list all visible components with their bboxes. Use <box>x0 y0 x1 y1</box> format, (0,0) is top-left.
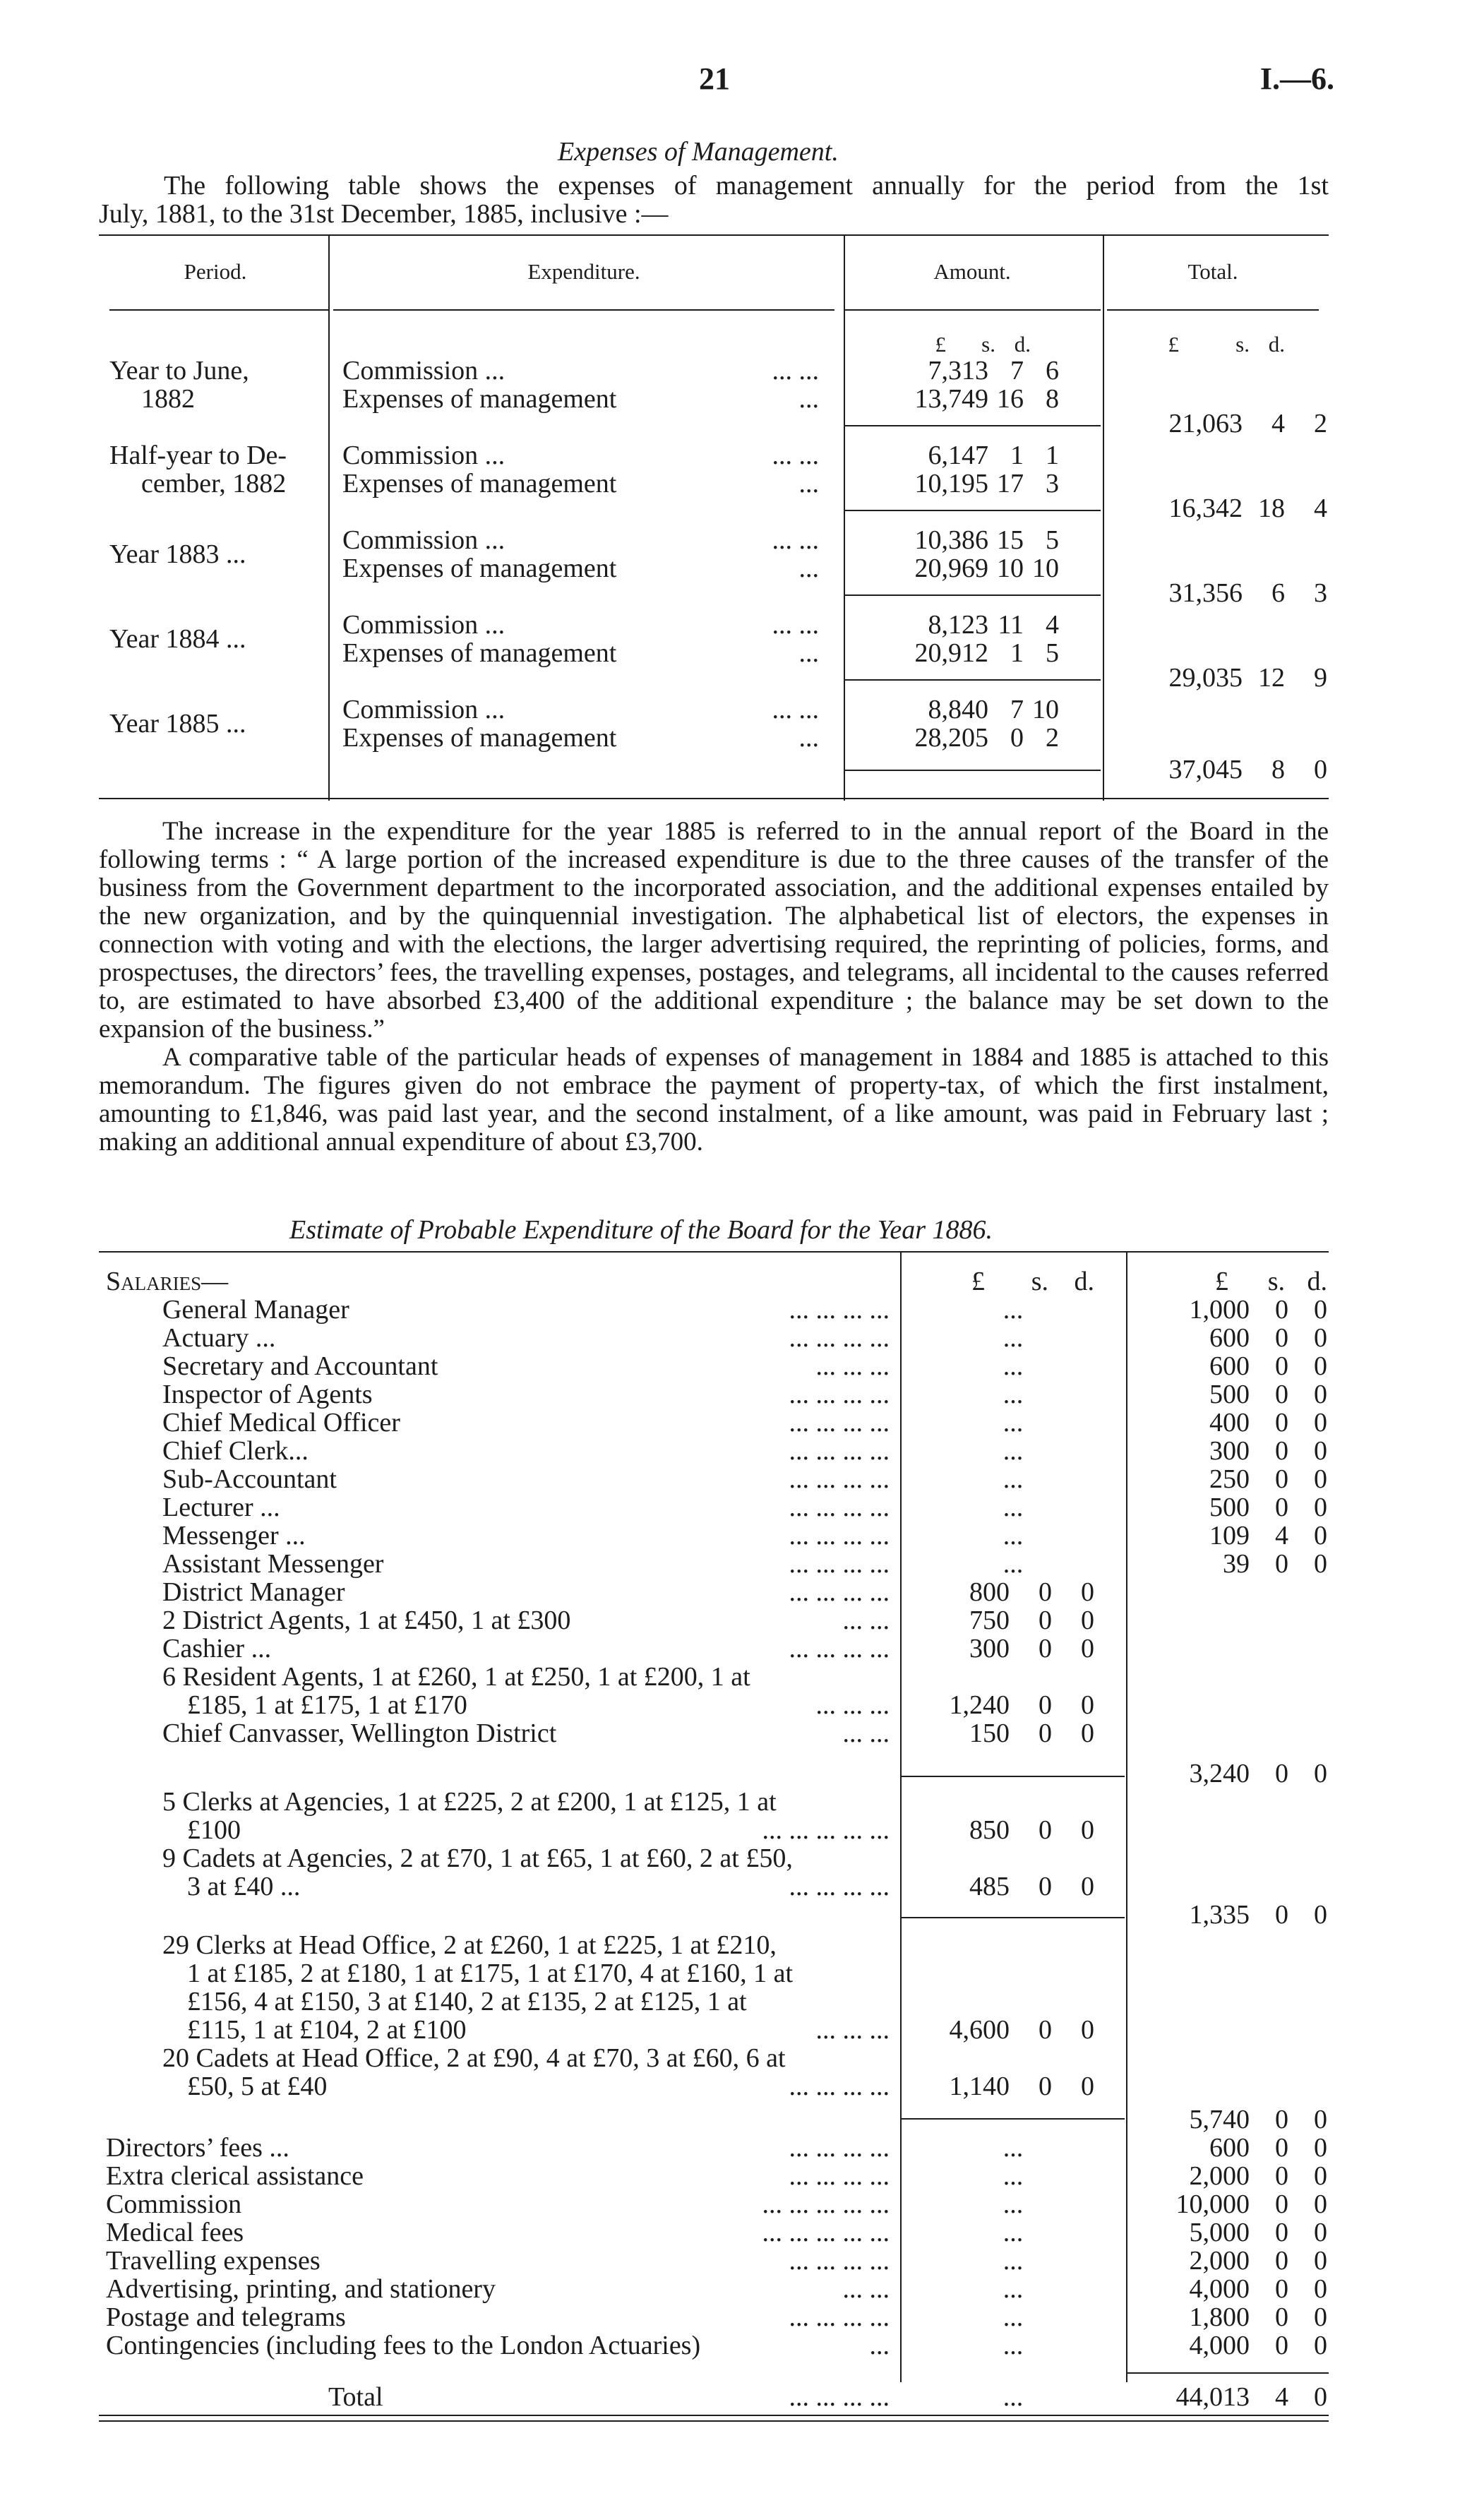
salary-label: Lecturer ... <box>162 1493 280 1522</box>
salary-label: Messenger ... <box>162 1521 306 1550</box>
leader-dots: ... ... ... <box>815 1351 890 1381</box>
right-shillings: 0 <box>1275 1323 1288 1353</box>
agencies-total-shillings: 0 <box>1275 1900 1288 1930</box>
right-shillings: 0 <box>1275 1295 1288 1325</box>
amount-pence: 5 <box>1046 525 1059 555</box>
amount-pence: 1 <box>1046 441 1059 470</box>
right-pence: 0 <box>1314 1436 1327 1466</box>
header-amount: Amount. <box>933 259 1011 284</box>
right-pounds: 5,000 <box>1189 2218 1250 2247</box>
mid-placeholder: ... <box>1003 1436 1024 1466</box>
leader-dots: ... ... ... ... <box>789 1577 890 1607</box>
amount-pounds: 10,386 <box>914 525 988 555</box>
leader-dots: ... ... <box>772 695 819 724</box>
amount-shillings: 17 <box>997 469 1024 498</box>
leader-dots: ... ... ... ... <box>789 1380 890 1409</box>
mid-pence: 0 <box>1081 1719 1094 1748</box>
expense-label: Medical fees <box>106 2218 244 2247</box>
right-shillings: 0 <box>1275 1436 1288 1466</box>
salary-label: Chief Clerk... <box>162 1436 309 1466</box>
expense-label: Advertising, printing, and stationery <box>106 2274 496 2304</box>
amount-pence: 4 <box>1046 610 1059 640</box>
right-unit-pence: d. <box>1307 1267 1327 1296</box>
right-pounds: 250 <box>1209 1464 1250 1494</box>
right-shillings: 0 <box>1275 1464 1288 1494</box>
mid-unit-pence: d. <box>1074 1267 1094 1296</box>
mid-pounds: 1,140 <box>949 2072 1010 2101</box>
leader-dots: ... ... ... ... <box>789 1521 890 1550</box>
total-pounds: 21,063 <box>1168 409 1243 438</box>
expenditure-label: Commission ... <box>342 695 505 724</box>
mid-placeholder: ... <box>1003 2133 1024 2163</box>
total-pence: 2 <box>1314 409 1327 438</box>
header-period: Period. <box>184 259 247 284</box>
leader-dots: ... <box>798 469 819 498</box>
head-office-label: 20 Cadets at Head Office, 2 at £90, 4 at £70, 3 at £60, 6 at <box>162 2043 786 2073</box>
district-label: Cashier ... <box>162 1634 272 1663</box>
leader-dots: ... ... <box>772 441 819 470</box>
expenditure-label: Commission ... <box>342 441 505 470</box>
mid-placeholder: ... <box>1003 1493 1024 1522</box>
right-pence: 0 <box>1314 1351 1327 1381</box>
mid-placeholder: ... <box>1003 1464 1024 1494</box>
header-expenditure: Expenditure. <box>527 259 640 284</box>
right-pounds: 109 <box>1209 1521 1250 1550</box>
leader-dots: ... <box>798 554 819 583</box>
expenditure-label: Commission ... <box>342 356 505 386</box>
leader-dots: ... ... ... ... <box>789 1493 890 1522</box>
section-label: Salaries— <box>106 1267 229 1296</box>
document-code: I.—6. <box>1259 61 1334 96</box>
body-text <box>99 818 1329 1157</box>
period-label: Year 1884 ... <box>109 624 246 654</box>
intro-line-1: The following table shows the expenses of management annually for the period from the 1st <box>164 171 1329 201</box>
mid-placeholder: ... <box>1003 1351 1024 1381</box>
leader-dots: ... ... ... ... ... <box>762 2218 890 2247</box>
mid-pence: 0 <box>1081 1606 1094 1635</box>
leader-dots: ... ... <box>772 525 819 555</box>
total-pounds: 16,342 <box>1168 494 1243 523</box>
mid-pence: 0 <box>1081 1815 1094 1845</box>
amount-shillings: 10 <box>997 554 1024 583</box>
mid-unit-shillings: s. <box>1031 1267 1048 1296</box>
expenditure-label: Commission ... <box>342 610 505 640</box>
right-unit-shillings: s. <box>1267 1267 1285 1296</box>
salary-label: Chief Medical Officer <box>162 1408 400 1438</box>
mid-placeholder: ... <box>1003 1323 1024 1353</box>
leader-dots: ... ... ... ... <box>789 2161 890 2191</box>
right-pounds: 500 <box>1209 1493 1250 1522</box>
total-pounds: 37,045 <box>1168 755 1243 784</box>
total-pounds: 31,356 <box>1168 578 1243 608</box>
leader-dots: ... ... ... ... <box>789 1436 890 1466</box>
mid-pence: 0 <box>1081 1577 1094 1607</box>
mid-pounds: 800 <box>969 1577 1010 1607</box>
right-shillings: 0 <box>1275 2133 1288 2163</box>
total-unit-shillings: s. <box>1235 332 1250 357</box>
salary-label: Secretary and Accountant <box>162 1351 438 1381</box>
mid-shillings: 0 <box>1039 1815 1052 1845</box>
right-shillings: 0 <box>1275 2161 1288 2191</box>
agencies-total-pounds: 1,335 <box>1189 1900 1250 1930</box>
total-unit-pounds: £ <box>1168 332 1179 357</box>
amount-pounds: 7,313 <box>928 356 988 386</box>
right-pounds: 300 <box>1209 1436 1250 1466</box>
mid-placeholder: ... <box>1003 2246 1024 2276</box>
mid-shillings: 0 <box>1039 1690 1052 1720</box>
expenditure-label: Commission ... <box>342 525 505 555</box>
mid-placeholder: ... <box>1003 1521 1024 1550</box>
right-shillings: 0 <box>1275 1380 1288 1409</box>
mid-pence: 0 <box>1081 2072 1094 2101</box>
period-label-cont: 1882 <box>141 384 195 414</box>
head-office-total-shillings: 0 <box>1275 2105 1288 2134</box>
amount-pounds: 28,205 <box>914 723 988 753</box>
leader-dots: ... <box>798 384 819 414</box>
mid-pence: 0 <box>1081 1634 1094 1663</box>
right-pence: 0 <box>1314 1493 1327 1522</box>
mid-unit-pounds: £ <box>971 1267 985 1296</box>
salary-label: Assistant Messenger <box>162 1549 384 1579</box>
mid-placeholder: ... <box>1003 1295 1024 1325</box>
mid-placeholder: ... <box>1003 2274 1024 2304</box>
mid-shillings: 0 <box>1039 1634 1052 1663</box>
mid-shillings: 0 <box>1039 2072 1052 2101</box>
total-label: Total <box>328 2382 383 2412</box>
amount-pounds: 13,749 <box>914 384 988 414</box>
mid-pounds: 4,600 <box>949 2015 1010 2045</box>
leader-dots: ... ... ... ... ... <box>762 1815 890 1845</box>
right-pence: 0 <box>1314 1408 1327 1438</box>
total-shillings: 6 <box>1271 578 1285 608</box>
leader-dots: ... <box>798 723 819 753</box>
period-label: Year 1885 ... <box>109 709 246 739</box>
total-mid: ... <box>1003 2382 1024 2412</box>
mid-shillings: 0 <box>1039 2015 1052 2045</box>
total-pence: 4 <box>1314 494 1327 523</box>
salary-label: Sub-Accountant <box>162 1464 337 1494</box>
right-pence: 0 <box>1314 1295 1327 1325</box>
amount-shillings: 16 <box>997 384 1024 414</box>
right-shillings: 0 <box>1275 1408 1288 1438</box>
amount-pence: 2 <box>1046 723 1059 753</box>
right-shillings: 0 <box>1275 1493 1288 1522</box>
leader-dots: ... ... ... ... <box>789 1408 890 1438</box>
right-pounds: 600 <box>1209 1351 1250 1381</box>
leader-dots: ... ... <box>772 610 819 640</box>
mid-pounds: 150 <box>969 1719 1010 1748</box>
right-pounds: 400 <box>1209 1408 1250 1438</box>
amount-pounds: 20,969 <box>914 554 988 583</box>
district-total-shillings: 0 <box>1275 1759 1288 1788</box>
leader-dots: ... ... <box>772 356 819 386</box>
amount-pounds: 6,147 <box>928 441 988 470</box>
right-pence: 0 <box>1314 1464 1327 1494</box>
head-office-label: £115, 1 at £104, 2 at £100 <box>187 2015 467 2045</box>
expenditure-label: Expenses of management <box>342 384 617 414</box>
leader-dots: ... ... ... ... <box>789 2246 890 2276</box>
amount-shillings: 15 <box>997 525 1024 555</box>
right-shillings: 0 <box>1275 2189 1288 2219</box>
leader-dots: ... ... ... ... <box>789 2302 890 2332</box>
expenditure-label: Expenses of management <box>342 638 617 668</box>
right-pounds: 600 <box>1209 2133 1250 2163</box>
right-pence: 0 <box>1314 1521 1327 1550</box>
leader-dots: ... ... ... ... <box>789 1464 890 1494</box>
expense-label: Contingencies (including fees to the London Actuaries) <box>106 2331 701 2360</box>
salary-label: General Manager <box>162 1295 349 1325</box>
leader-dots: ... ... ... ... <box>789 2382 890 2412</box>
expenditure-label: Expenses of management <box>342 554 617 583</box>
district-label: 6 Resident Agents, 1 at £260, 1 at £250, 1 at £200, 1 at <box>162 1662 750 1692</box>
page-number: 21 <box>699 61 730 96</box>
right-shillings: 0 <box>1275 1351 1288 1381</box>
district-label: Chief Canvasser, Wellington District <box>162 1719 557 1748</box>
right-pence: 0 <box>1314 2246 1327 2276</box>
total-pence: 9 <box>1314 663 1327 693</box>
expense-label: Postage and telegrams <box>106 2302 346 2332</box>
right-shillings: 0 <box>1275 2218 1288 2247</box>
amount-unit-pounds: £ <box>935 332 946 357</box>
amount-pounds: 8,123 <box>928 610 988 640</box>
amount-pence: 6 <box>1046 356 1059 386</box>
amount-shillings: 0 <box>1010 723 1024 753</box>
amount-shillings: 7 <box>1010 695 1024 724</box>
expenditure-label: Expenses of management <box>342 469 617 498</box>
total-shillings: 12 <box>1258 663 1285 693</box>
leader-dots: ... ... ... ... <box>789 1872 890 1901</box>
right-pence: 0 <box>1314 2218 1327 2247</box>
amount-shillings: 11 <box>998 610 1024 640</box>
agency-label-cont: 3 at £40 ... <box>187 1872 301 1901</box>
mid-placeholder: ... <box>1003 2218 1024 2247</box>
estimate-title: Estimate of Probable Expenditure of the Board for the Year 1886. <box>289 1215 993 1245</box>
amount-shillings: 7 <box>1010 356 1024 386</box>
mid-pounds: 1,240 <box>949 1690 1010 1720</box>
amount-pounds: 10,195 <box>914 469 988 498</box>
mid-pence: 0 <box>1081 2015 1094 2045</box>
mid-pence: 0 <box>1081 1690 1094 1720</box>
amount-pence: 8 <box>1046 384 1059 414</box>
right-pence: 0 <box>1314 2133 1327 2163</box>
mid-placeholder: ... <box>1003 2161 1024 2191</box>
amount-pence: 5 <box>1046 638 1059 668</box>
leader-dots: ... ... <box>842 1719 890 1748</box>
right-pounds: 39 <box>1223 1549 1250 1579</box>
mid-pounds: 750 <box>969 1606 1010 1635</box>
expense-label: Extra clerical assistance <box>106 2161 364 2191</box>
right-pounds: 1,800 <box>1189 2302 1250 2332</box>
intro-line-2: July, 1881, to the 31st December, 1885, inclusive :— <box>99 199 669 229</box>
expense-label: Travelling expenses <box>106 2246 321 2276</box>
expense-label: Directors’ fees ... <box>106 2133 289 2163</box>
grand-total-shillings: 4 <box>1275 2382 1288 2412</box>
mid-placeholder: ... <box>1003 1380 1024 1409</box>
right-pounds: 4,000 <box>1189 2331 1250 2360</box>
mid-placeholder: ... <box>1003 1549 1024 1579</box>
right-pounds: 2,000 <box>1189 2161 1250 2191</box>
period-label: Year 1883 ... <box>109 539 246 569</box>
amount-pence: 10 <box>1032 554 1059 583</box>
mid-shillings: 0 <box>1039 1719 1052 1748</box>
right-pence: 0 <box>1314 2274 1327 2304</box>
district-label-cont: £185, 1 at £175, 1 at £170 <box>187 1690 467 1720</box>
right-pounds: 10,000 <box>1175 2189 1250 2219</box>
amount-unit-shillings: s. <box>981 332 995 357</box>
total-pence: 3 <box>1314 578 1327 608</box>
right-pounds: 500 <box>1209 1380 1250 1409</box>
leader-dots: ... ... <box>842 2274 890 2304</box>
leader-dots: ... ... ... <box>815 1690 890 1720</box>
right-shillings: 0 <box>1275 1549 1288 1579</box>
leader-dots: ... ... ... ... <box>789 1549 890 1579</box>
total-pence: 0 <box>1314 755 1327 784</box>
head-office-total-pounds: 5,740 <box>1189 2105 1250 2134</box>
right-shillings: 4 <box>1275 1521 1288 1550</box>
amount-shillings: 1 <box>1010 441 1024 470</box>
leader-dots: ... ... <box>842 1606 890 1635</box>
right-shillings: 0 <box>1275 2302 1288 2332</box>
head-office-label: 29 Clerks at Head Office, 2 at £260, 1 at £225, 1 at £210, <box>162 1930 777 1960</box>
right-pence: 0 <box>1314 1380 1327 1409</box>
expenditure-label: Expenses of management <box>342 723 617 753</box>
leader-dots: ... ... ... ... <box>789 1323 890 1353</box>
grand-total-pence: 0 <box>1314 2382 1327 2412</box>
mid-pounds: 850 <box>969 1815 1010 1845</box>
right-pence: 0 <box>1314 2161 1327 2191</box>
grand-total-pounds: 44,013 <box>1175 2382 1250 2412</box>
right-pence: 0 <box>1314 2189 1327 2219</box>
paragraph: A comparative table of the particular heads of expenses of management in 1884 and 1885 is attached to this memorandum. The figures given do not embrace the payment of property-tax, of which the first instalment, amounting to £1,846, was paid last year, and the second instalment, of a like amount, was paid in February last ; making an additional annual expenditure of about £3,700. <box>99 1043 1329 1157</box>
section-title: Expenses of Management. <box>558 137 839 167</box>
mid-placeholder: ... <box>1003 2302 1024 2332</box>
right-shillings: 0 <box>1275 2331 1288 2360</box>
total-shillings: 8 <box>1271 755 1285 784</box>
leader-dots: ... ... ... ... <box>789 2133 890 2163</box>
total-unit-pence: d. <box>1268 332 1285 357</box>
amount-shillings: 1 <box>1010 638 1024 668</box>
total-shillings: 4 <box>1271 409 1285 438</box>
total-shillings: 18 <box>1258 494 1285 523</box>
mid-shillings: 0 <box>1039 1606 1052 1635</box>
head-office-label: 1 at £185, 2 at £180, 1 at £175, 1 at £170, 4 at £160, 1 at <box>187 1959 794 1988</box>
leader-dots: ... ... ... ... ... <box>762 2189 890 2219</box>
right-pence: 0 <box>1314 1323 1327 1353</box>
mid-placeholder: ... <box>1003 1408 1024 1438</box>
period-label: Year to June, <box>109 356 249 386</box>
agency-label-cont: £100 <box>187 1815 241 1845</box>
leader-dots: ... ... ... ... <box>789 1634 890 1663</box>
head-office-label: £50, 5 at £40 <box>187 2072 328 2101</box>
expense-label: Commission <box>106 2189 242 2219</box>
amount-unit-pence: d. <box>1014 332 1031 357</box>
right-shillings: 0 <box>1275 2274 1288 2304</box>
amount-pence: 10 <box>1032 695 1059 724</box>
total-pounds: 29,035 <box>1168 663 1243 693</box>
agency-label: 9 Cadets at Agencies, 2 at £70, 1 at £65, 1 at £60, 2 at £50, <box>162 1843 793 1873</box>
leader-dots: ... ... ... ... <box>789 2072 890 2101</box>
mid-pounds: 485 <box>969 1872 1010 1901</box>
amount-pounds: 8,840 <box>928 695 988 724</box>
district-total-pence: 0 <box>1314 1759 1327 1788</box>
leader-dots: ... ... ... <box>815 2015 890 2045</box>
amount-pence: 3 <box>1046 469 1059 498</box>
right-pence: 0 <box>1314 2302 1327 2332</box>
period-label: Half-year to De- <box>109 441 287 470</box>
district-total-pounds: 3,240 <box>1189 1759 1250 1788</box>
right-pounds: 2,000 <box>1189 2246 1250 2276</box>
mid-shillings: 0 <box>1039 1872 1052 1901</box>
right-unit-pounds: £ <box>1215 1267 1228 1296</box>
mid-shillings: 0 <box>1039 1577 1052 1607</box>
right-pounds: 1,000 <box>1189 1295 1250 1325</box>
salary-label: Inspector of Agents <box>162 1380 373 1409</box>
district-label: District Manager <box>162 1577 345 1607</box>
right-pounds: 600 <box>1209 1323 1250 1353</box>
leader-dots: ... <box>798 638 819 668</box>
head-office-label: £156, 4 at £150, 3 at £140, 2 at £135, 2 at £125, 1 at <box>187 1987 747 2016</box>
leader-dots: ... <box>869 2331 890 2360</box>
agency-label: 5 Clerks at Agencies, 1 at £225, 2 at £200, 1 at £125, 1 at <box>162 1787 777 1817</box>
agencies-total-pence: 0 <box>1314 1900 1327 1930</box>
period-label-cont: cember, 1882 <box>141 469 287 498</box>
mid-placeholder: ... <box>1003 2331 1024 2360</box>
right-pence: 0 <box>1314 1549 1327 1579</box>
leader-dots: ... ... ... ... <box>789 1295 890 1325</box>
right-pence: 0 <box>1314 2331 1327 2360</box>
mid-pounds: 300 <box>969 1634 1010 1663</box>
amount-pounds: 20,912 <box>914 638 988 668</box>
right-shillings: 0 <box>1275 2246 1288 2276</box>
header-total: Total. <box>1187 259 1238 284</box>
salary-label: Actuary ... <box>162 1323 276 1353</box>
mid-pence: 0 <box>1081 1872 1094 1901</box>
right-pounds: 4,000 <box>1189 2274 1250 2304</box>
head-office-total-pence: 0 <box>1314 2105 1327 2134</box>
district-label: 2 District Agents, 1 at £450, 1 at £300 <box>162 1606 571 1635</box>
paragraph: The increase in the expenditure for the year 1885 is referred to in the annual report of the Board in the following terms : “ A large portion of the increased expenditure is due to the three causes of the transfer of the business from the Government department to the incorporated association, and the additional expenses entailed by the new organization, and by the quinquennial investigation. The alphabetical list of electors, the expenses in connection with voting and with the elections, the larger advertising required, the reprinting of policies, forms, and prospectuses, the directors’ fees, the travelling expenses, postages, and telegrams, all incidental to the causes referred to, are estimated to have absorbed £3,400 of the additional expenditure ; the balance may be set down to the expansion of the business.” <box>99 817 1329 1044</box>
mid-placeholder: ... <box>1003 2189 1024 2219</box>
